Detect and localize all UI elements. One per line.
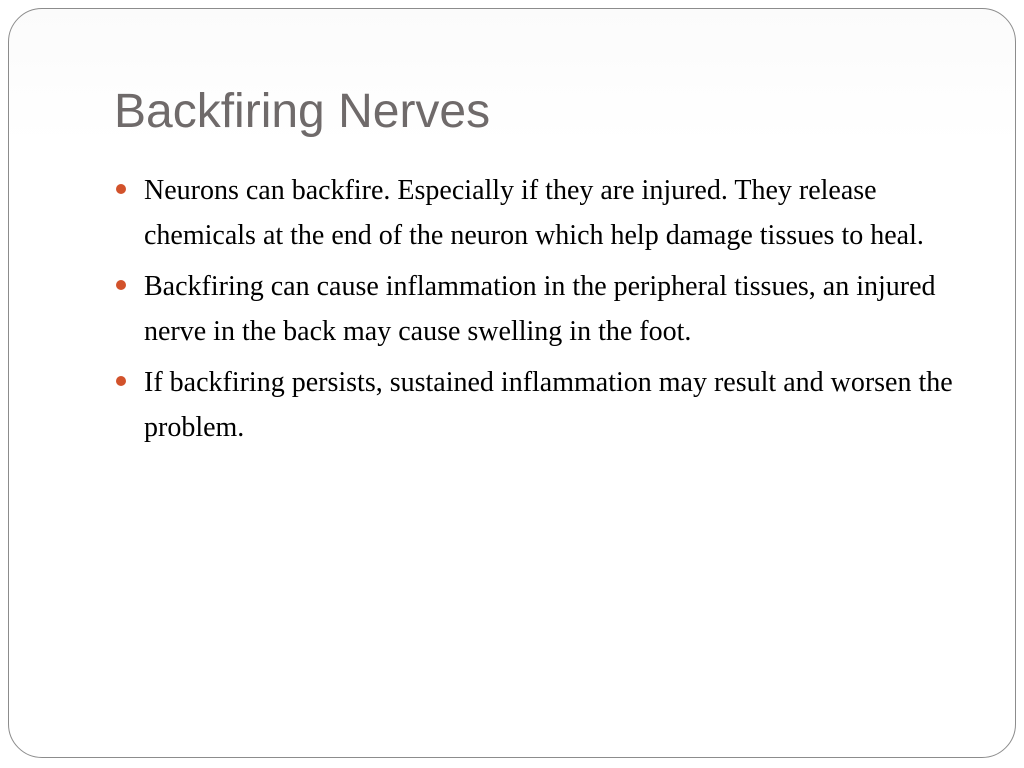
bullet-text-3: If backfiring persists, sustained inflammation may result and worsen the problem.	[144, 367, 953, 443]
bullet-dot-icon	[116, 184, 126, 194]
bullet-item-1	[114, 168, 964, 258]
slide-title: Backfiring Nerves	[114, 85, 491, 138]
bullet-dot-icon	[116, 280, 126, 290]
bullet-item-3	[114, 360, 964, 450]
bullet-text-1: Neurons can backfire. Especially if they are injured. They release chemicals at the end of the neuron which help damage tissues to heal.	[144, 175, 924, 251]
bullet-dot-icon	[116, 376, 126, 386]
bullet-item-2	[114, 264, 964, 354]
bullet-text-2: Backfiring can cause inflammation in the peripheral tissues, an injured nerve in the back may cause swelling in the foot.	[144, 271, 936, 347]
bullet-list	[114, 168, 964, 456]
